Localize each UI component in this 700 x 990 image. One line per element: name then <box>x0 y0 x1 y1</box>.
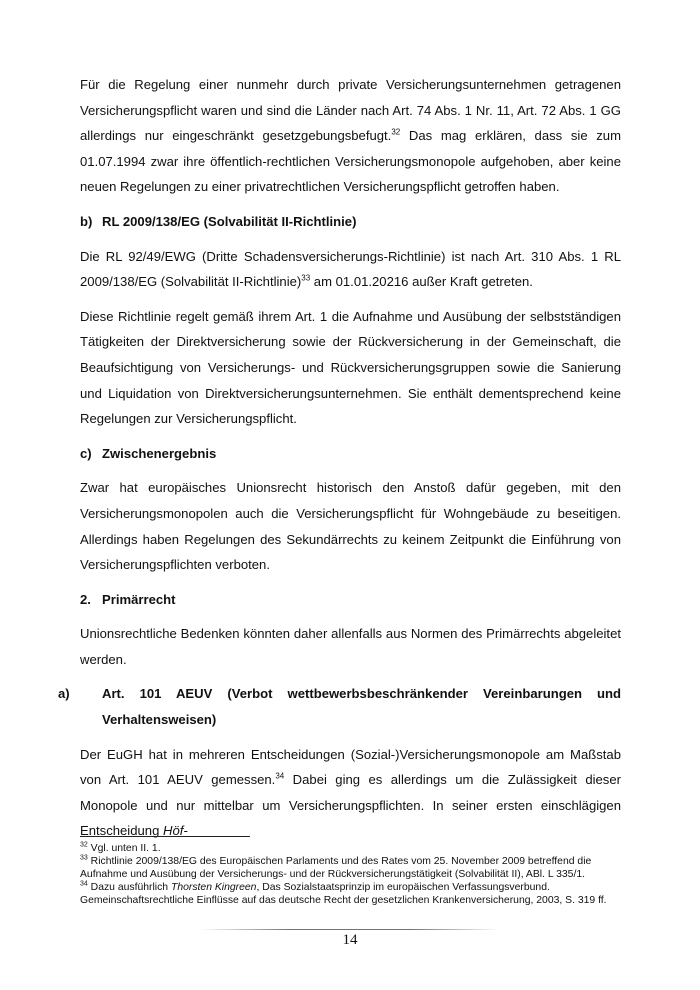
footnote-text: Richtlinie 2009/138/EG des Europäischen Parlaments und des Rates vom 25. November 2009 betreffend die Aufnahme und Ausübung der Versicherungs- und der Rückversicherungstätigkeit (Solvabilität II), ABl. L 335/1. <box>80 856 592 881</box>
heading-text: Art. 101 AEUV (Verbot wettbewerbsbeschränkender Vereinbarungen und Verhaltensweisen) <box>102 686 621 728</box>
footnote-33 <box>80 855 621 881</box>
heading-text: RL 2009/138/EG (Solvabilität II-Richtlinie) <box>102 213 357 229</box>
paragraph-primaerrecht: Unionsrechtliche Bedenken könnten daher allenfalls aus Normen des Primärrechts abgeleitet werden. <box>80 626 621 667</box>
paragraph-text: Die RL 92/49/EWG (Dritte Schadensversicherungs-Richtlinie) ist nach Art. 310 Abs. 1 RL 2009/138/EG (Solvabilität II-Richtlinie) <box>80 248 621 290</box>
footnote-number: 32 <box>80 841 88 849</box>
footnote-number: 33 <box>80 854 88 862</box>
footnotes <box>80 836 621 907</box>
footnote-34 <box>80 881 621 907</box>
heading-zwischenergebnis <box>80 441 621 467</box>
paragraph-richtlinie-inhalt: Diese Richtlinie regelt gemäß ihrem Art. 1 die Aufnahme und Ausübung der selbstständigen Tätigkeiten der Direktversicherung sowie der Rückversicherung in der Gemeinschaft, die Beaufsichtigung von Versicherungs- und Rückversicherungsgruppen sowie die Sanierung und Liquidation von Direktversicherungsunternehmen. Sie enthält dementsprechend keine Regelungen zur Versicherungspflicht. <box>80 308 621 427</box>
footnote-separator <box>80 836 250 837</box>
heading-primaerrecht <box>80 587 621 613</box>
footnote-author: Thorsten Kingreen <box>170 882 257 894</box>
heading-number: a) <box>58 686 70 702</box>
paragraph-text: am 01.01.20216 außer Kraft getreten. <box>310 274 533 290</box>
heading-text: Primärrecht <box>102 591 176 607</box>
heading-solvabilitaet <box>80 209 621 235</box>
paragraph-text: Der EuGH hat in mehreren Entscheidungen (Sozial-)Versicherungsmonopole am Maßstab von Art. 101 AEUV gemessen. <box>80 746 621 788</box>
paragraph-zwischenergebnis: Zwar hat europäisches Unionsrecht historisch den Anstoß dafür gegeben, mit den Versicherungsmonopolen auch die Versicherungspflicht für Wohngebäude zu beseitigen. Allerdings haben Regelungen des Sekundärrechts zu keinem Zeitpunkt die Einführung von Versicherungspflichten verboten. <box>80 480 621 573</box>
heading-text: Zwischenergebnis <box>102 445 217 461</box>
case-name: Höf- <box>163 823 188 839</box>
paragraph-text: Das mag erklären, dass sie zum 01.07.1994 zwar ihre öffentlich-rechtlichen Versicherungsmonopole aufgehoben, aber keine neuen Regelungen zu einer privatrechtlichen Versicherungspflicht getroffen haben. <box>80 128 621 195</box>
heading-number: 2. <box>80 591 91 607</box>
page-number-rule <box>200 929 500 930</box>
footnote-ref-32[interactable]: 32 <box>391 127 401 137</box>
footnote-ref-34[interactable]: 34 <box>275 771 285 781</box>
paragraph-rl-92-49 <box>80 244 621 295</box>
footnote-number: 34 <box>80 880 88 888</box>
heading-number: c) <box>80 445 92 461</box>
footnote-text: , Das Sozialstaatsprinzip im europäischen Verfassungsverbund. Gemeinschaftsrechtliche Einflüsse auf das deutsche Recht der gesetzlichen Krankenversicherung, 2003, S. 319 ff. <box>80 882 607 907</box>
footnote-ref-33[interactable]: 33 <box>301 273 311 283</box>
page-body <box>58 72 621 853</box>
footnote-text: Dazu ausführlich <box>87 882 171 894</box>
heading-number: b) <box>80 213 93 229</box>
footnote-text: Vgl. unten II. 1. <box>87 843 161 854</box>
paragraph-text: Dabei ging es allerdings um die Zulässigkeit dieser Monopole und nur mittelbar um Versicherungspflichten. In seiner ersten einschlägigen Entscheidung <box>80 772 621 839</box>
heading-art-101-aeuv <box>58 681 621 732</box>
footnote-32 <box>80 842 621 855</box>
paragraph-text: Für die Regelung einer nunmehr durch private Versicherungsunternehmen getragenen Versicherungspflicht waren und sind die Länder nach Art. 74 Abs. 1 Nr. 11, Art. 72 Abs. 1 GG allerdings nur eingeschränkt gesetzgebungsbefugt. <box>80 77 621 144</box>
paragraph-landesgesetzgebung <box>80 72 621 200</box>
paragraph-eugh <box>80 742 621 844</box>
page-number: 14 <box>342 932 358 948</box>
